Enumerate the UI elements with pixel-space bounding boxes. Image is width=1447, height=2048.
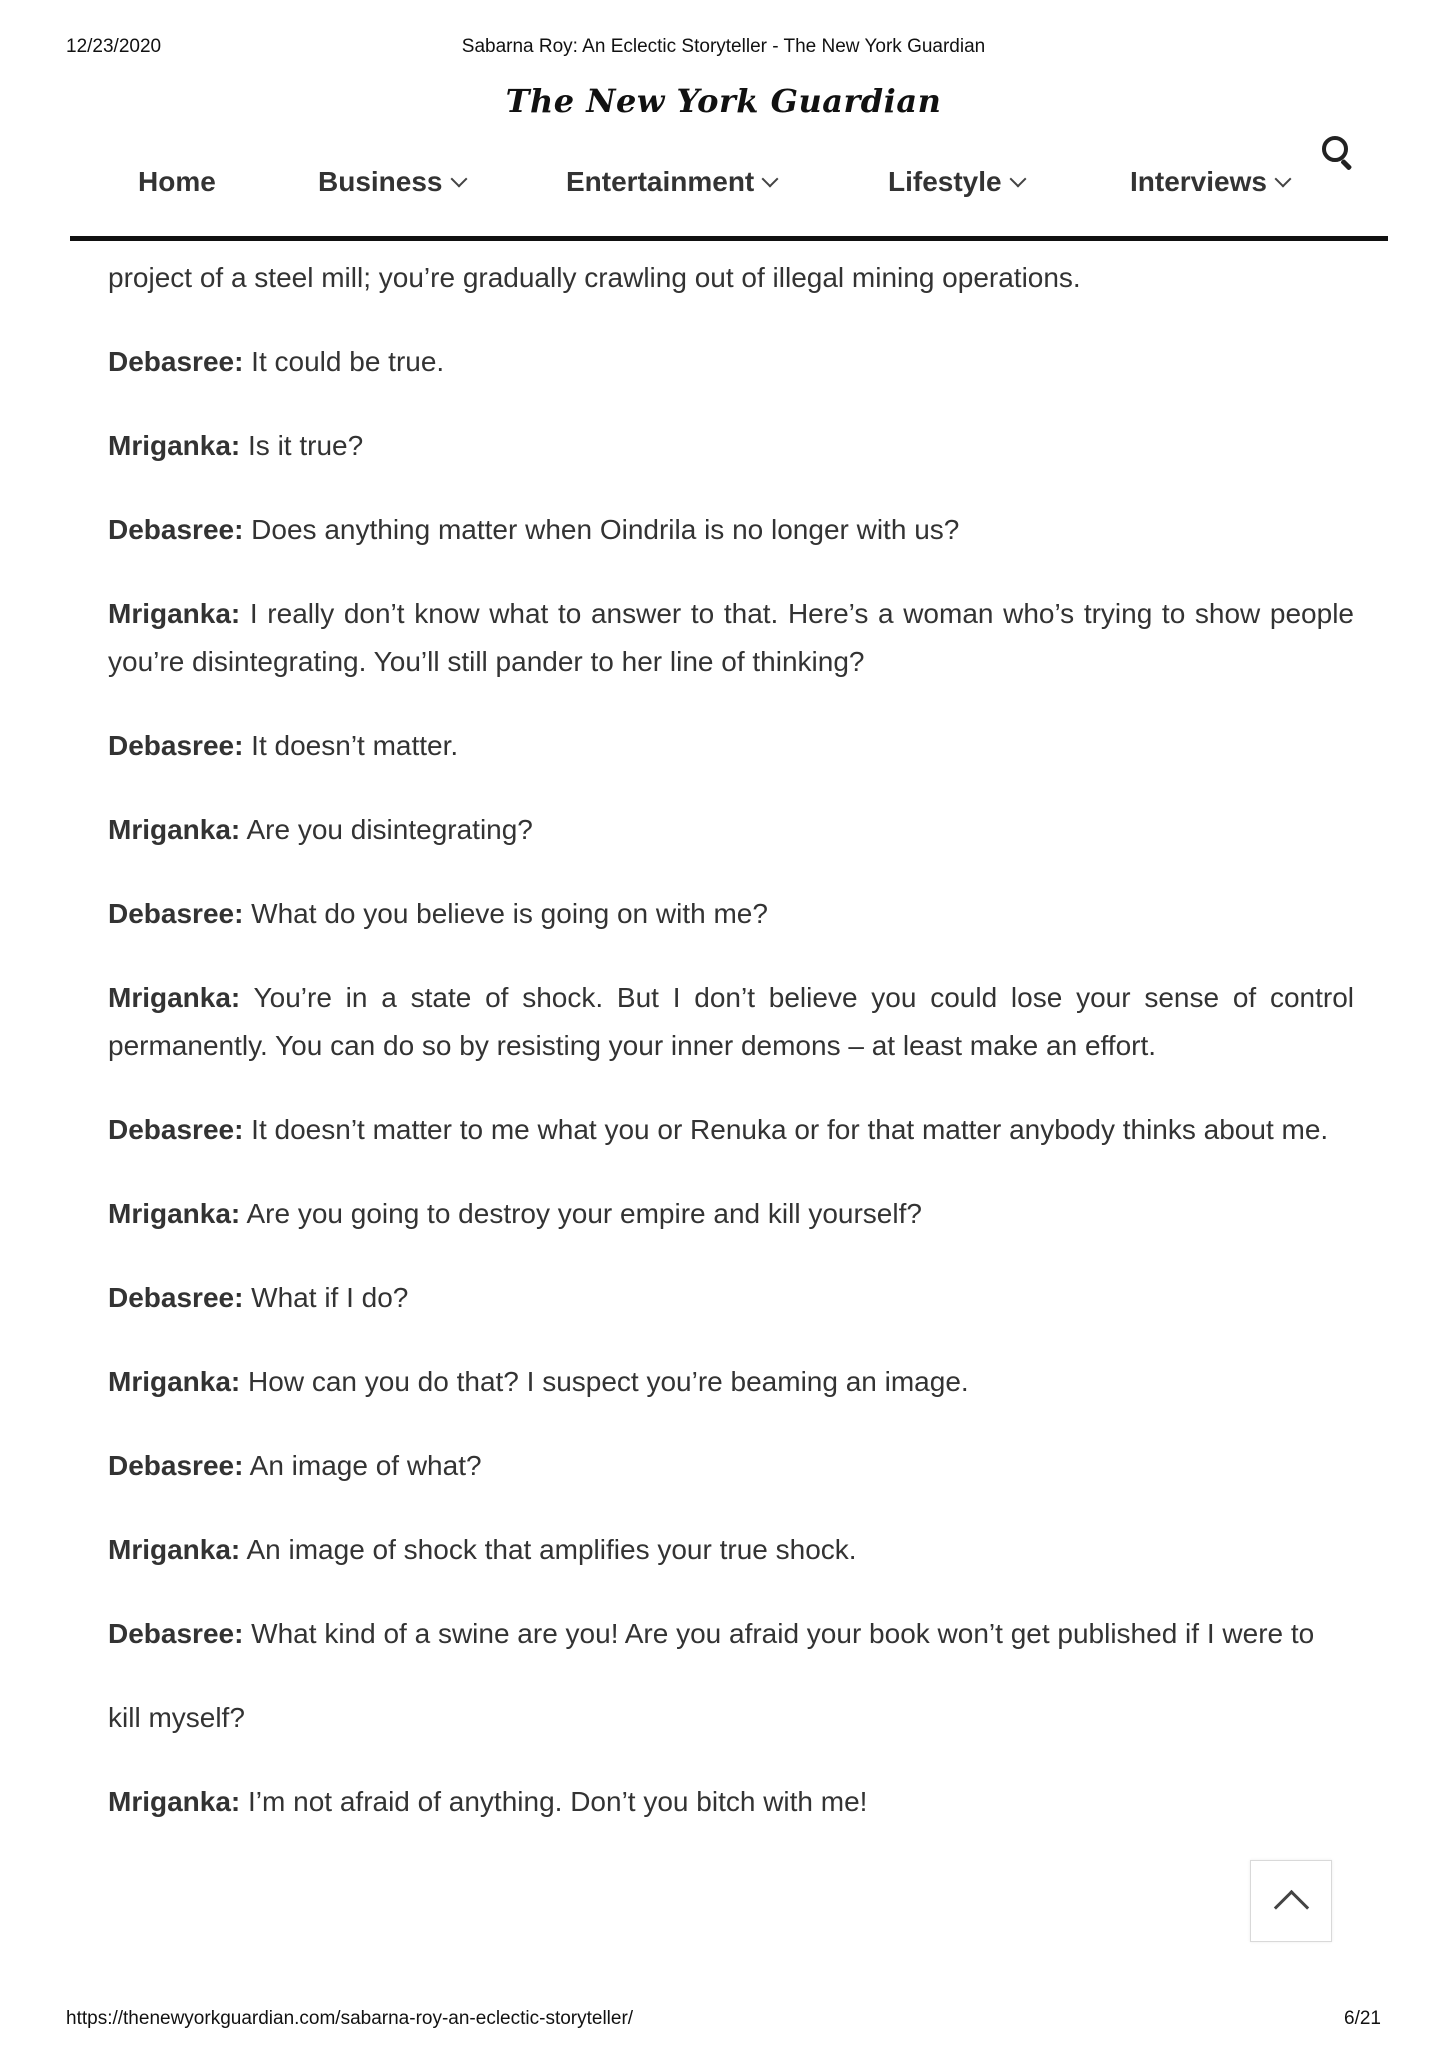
search-icon-handle — [1340, 159, 1352, 171]
dialogue-text: Are you disintegrating? — [240, 814, 533, 845]
dialogue-line — [108, 422, 1354, 470]
chevron-down-icon — [450, 171, 467, 188]
dialogue-line — [108, 1106, 1354, 1154]
speaker-name: Debasree: — [108, 1450, 244, 1481]
main-navigation — [70, 150, 1388, 241]
dialogue-line — [108, 1526, 1354, 1574]
print-page-number: 6/21 — [1344, 2008, 1381, 2029]
dialogue-line — [108, 1442, 1354, 1490]
dialogue-line — [108, 590, 1354, 686]
nav-business[interactable] — [318, 166, 465, 198]
speaker-name: Mriganka: — [108, 814, 241, 845]
dialogue-line — [108, 1778, 1354, 1826]
dialogue-line — [108, 1610, 1354, 1658]
dialogue-text: How can you do that? I suspect you’re beaming an image. — [240, 1366, 969, 1397]
print-page-title: Sabarna Roy: An Eclectic Storyteller - The New York Guardian — [461, 36, 986, 57]
search-icon-ring — [1322, 136, 1348, 162]
speaker-name: Mriganka: — [108, 430, 241, 461]
nav-home[interactable] — [138, 166, 216, 198]
chevron-down-icon — [762, 171, 779, 188]
dialogue-text: Does anything matter when Oindrila is no longer with us? — [243, 514, 960, 545]
dialogue-line — [108, 1190, 1354, 1238]
nav-entertainment-label: Entertainment — [566, 166, 755, 197]
dialogue-line — [108, 506, 1354, 554]
speaker-name: Debasree: — [108, 1618, 244, 1649]
dialogue-text: What do you believe is going on with me? — [243, 898, 768, 929]
nav-lifestyle-label: Lifestyle — [888, 166, 1002, 197]
speaker-name: Debasree: — [108, 1282, 244, 1313]
speaker-name: Debasree: — [108, 730, 244, 761]
dialogue-line — [108, 722, 1354, 770]
nav-interviews[interactable] — [1130, 166, 1289, 198]
dialogue-line — [108, 1274, 1354, 1322]
article-paragraph: project of a steel mill; you’re gradually crawling out of illegal mining operations. — [108, 262, 1081, 293]
article-paragraph: kill myself? — [108, 1702, 245, 1733]
print-url: https://thenewyorkguardian.com/sabarna-roy-an-eclectic-storyteller/ — [66, 2008, 634, 2029]
dialogue-line — [108, 806, 1354, 854]
dialogue-text: I’m not afraid of anything. Don’t you bitch with me! — [240, 1786, 868, 1817]
dialogue-text: You’re in a state of shock. But I don’t believe you could lose your sense of control permanently. You can do so by resisting your inner demons – at least make an effort. — [108, 982, 1354, 1061]
nav-entertainment[interactable] — [566, 166, 776, 198]
speaker-name: Mriganka: — [108, 1786, 241, 1817]
dialogue-text: An image of what? — [243, 1450, 482, 1481]
dialogue-text: Are you going to destroy your empire and kill yourself? — [240, 1198, 922, 1229]
dialogue-line — [108, 1358, 1354, 1406]
print-header — [66, 36, 1381, 66]
speaker-name: Debasree: — [108, 514, 244, 545]
speaker-name: Mriganka: — [108, 598, 241, 629]
dialogue-text: What kind of a swine are you! Are you afraid your book won’t get published if I were to — [243, 1618, 1315, 1649]
dialogue-text: It could be true. — [243, 346, 445, 377]
nav-interviews-label: Interviews — [1130, 166, 1267, 197]
dialogue-text: It doesn’t matter to me what you or Renuka or for that matter anybody thinks about me. — [243, 1114, 1329, 1145]
speaker-name: Mriganka: — [108, 1366, 241, 1397]
speaker-name: Mriganka: — [108, 1534, 241, 1565]
search-icon[interactable] — [1322, 136, 1352, 166]
speaker-name: Debasree: — [108, 346, 244, 377]
dialogue-line — [108, 974, 1354, 1070]
chevron-down-icon — [1009, 171, 1026, 188]
article-body — [108, 254, 1354, 1862]
dialogue-line — [108, 338, 1354, 386]
speaker-name: Mriganka: — [108, 1198, 241, 1229]
dialogue-text: I really don’t know what to answer to that. Here’s a woman who’s trying to show people you’re disintegrating. You’ll still pander to her line of thinking? — [108, 598, 1354, 677]
dialogue-text: Is it true? — [240, 430, 364, 461]
print-footer — [66, 2008, 1381, 2034]
speaker-name: Debasree: — [108, 898, 244, 929]
chevron-down-icon — [1274, 171, 1291, 188]
chevron-up-icon — [1274, 1890, 1309, 1925]
dialogue-text: An image of shock that amplifies your true shock. — [240, 1534, 857, 1565]
dialogue-line — [108, 890, 1354, 938]
dialogue-text: What if I do? — [243, 1282, 409, 1313]
speaker-name: Mriganka: — [108, 982, 241, 1013]
back-to-top-button[interactable] — [1250, 1860, 1332, 1942]
nav-business-label: Business — [318, 166, 443, 197]
print-date: 12/23/2020 — [66, 36, 162, 57]
site-logo[interactable]: The New York Guardian — [505, 82, 942, 120]
speaker-name: Debasree: — [108, 1114, 244, 1145]
nav-home-label: Home — [138, 166, 216, 197]
dialogue-text: It doesn’t matter. — [243, 730, 459, 761]
nav-lifestyle[interactable] — [888, 166, 1024, 198]
